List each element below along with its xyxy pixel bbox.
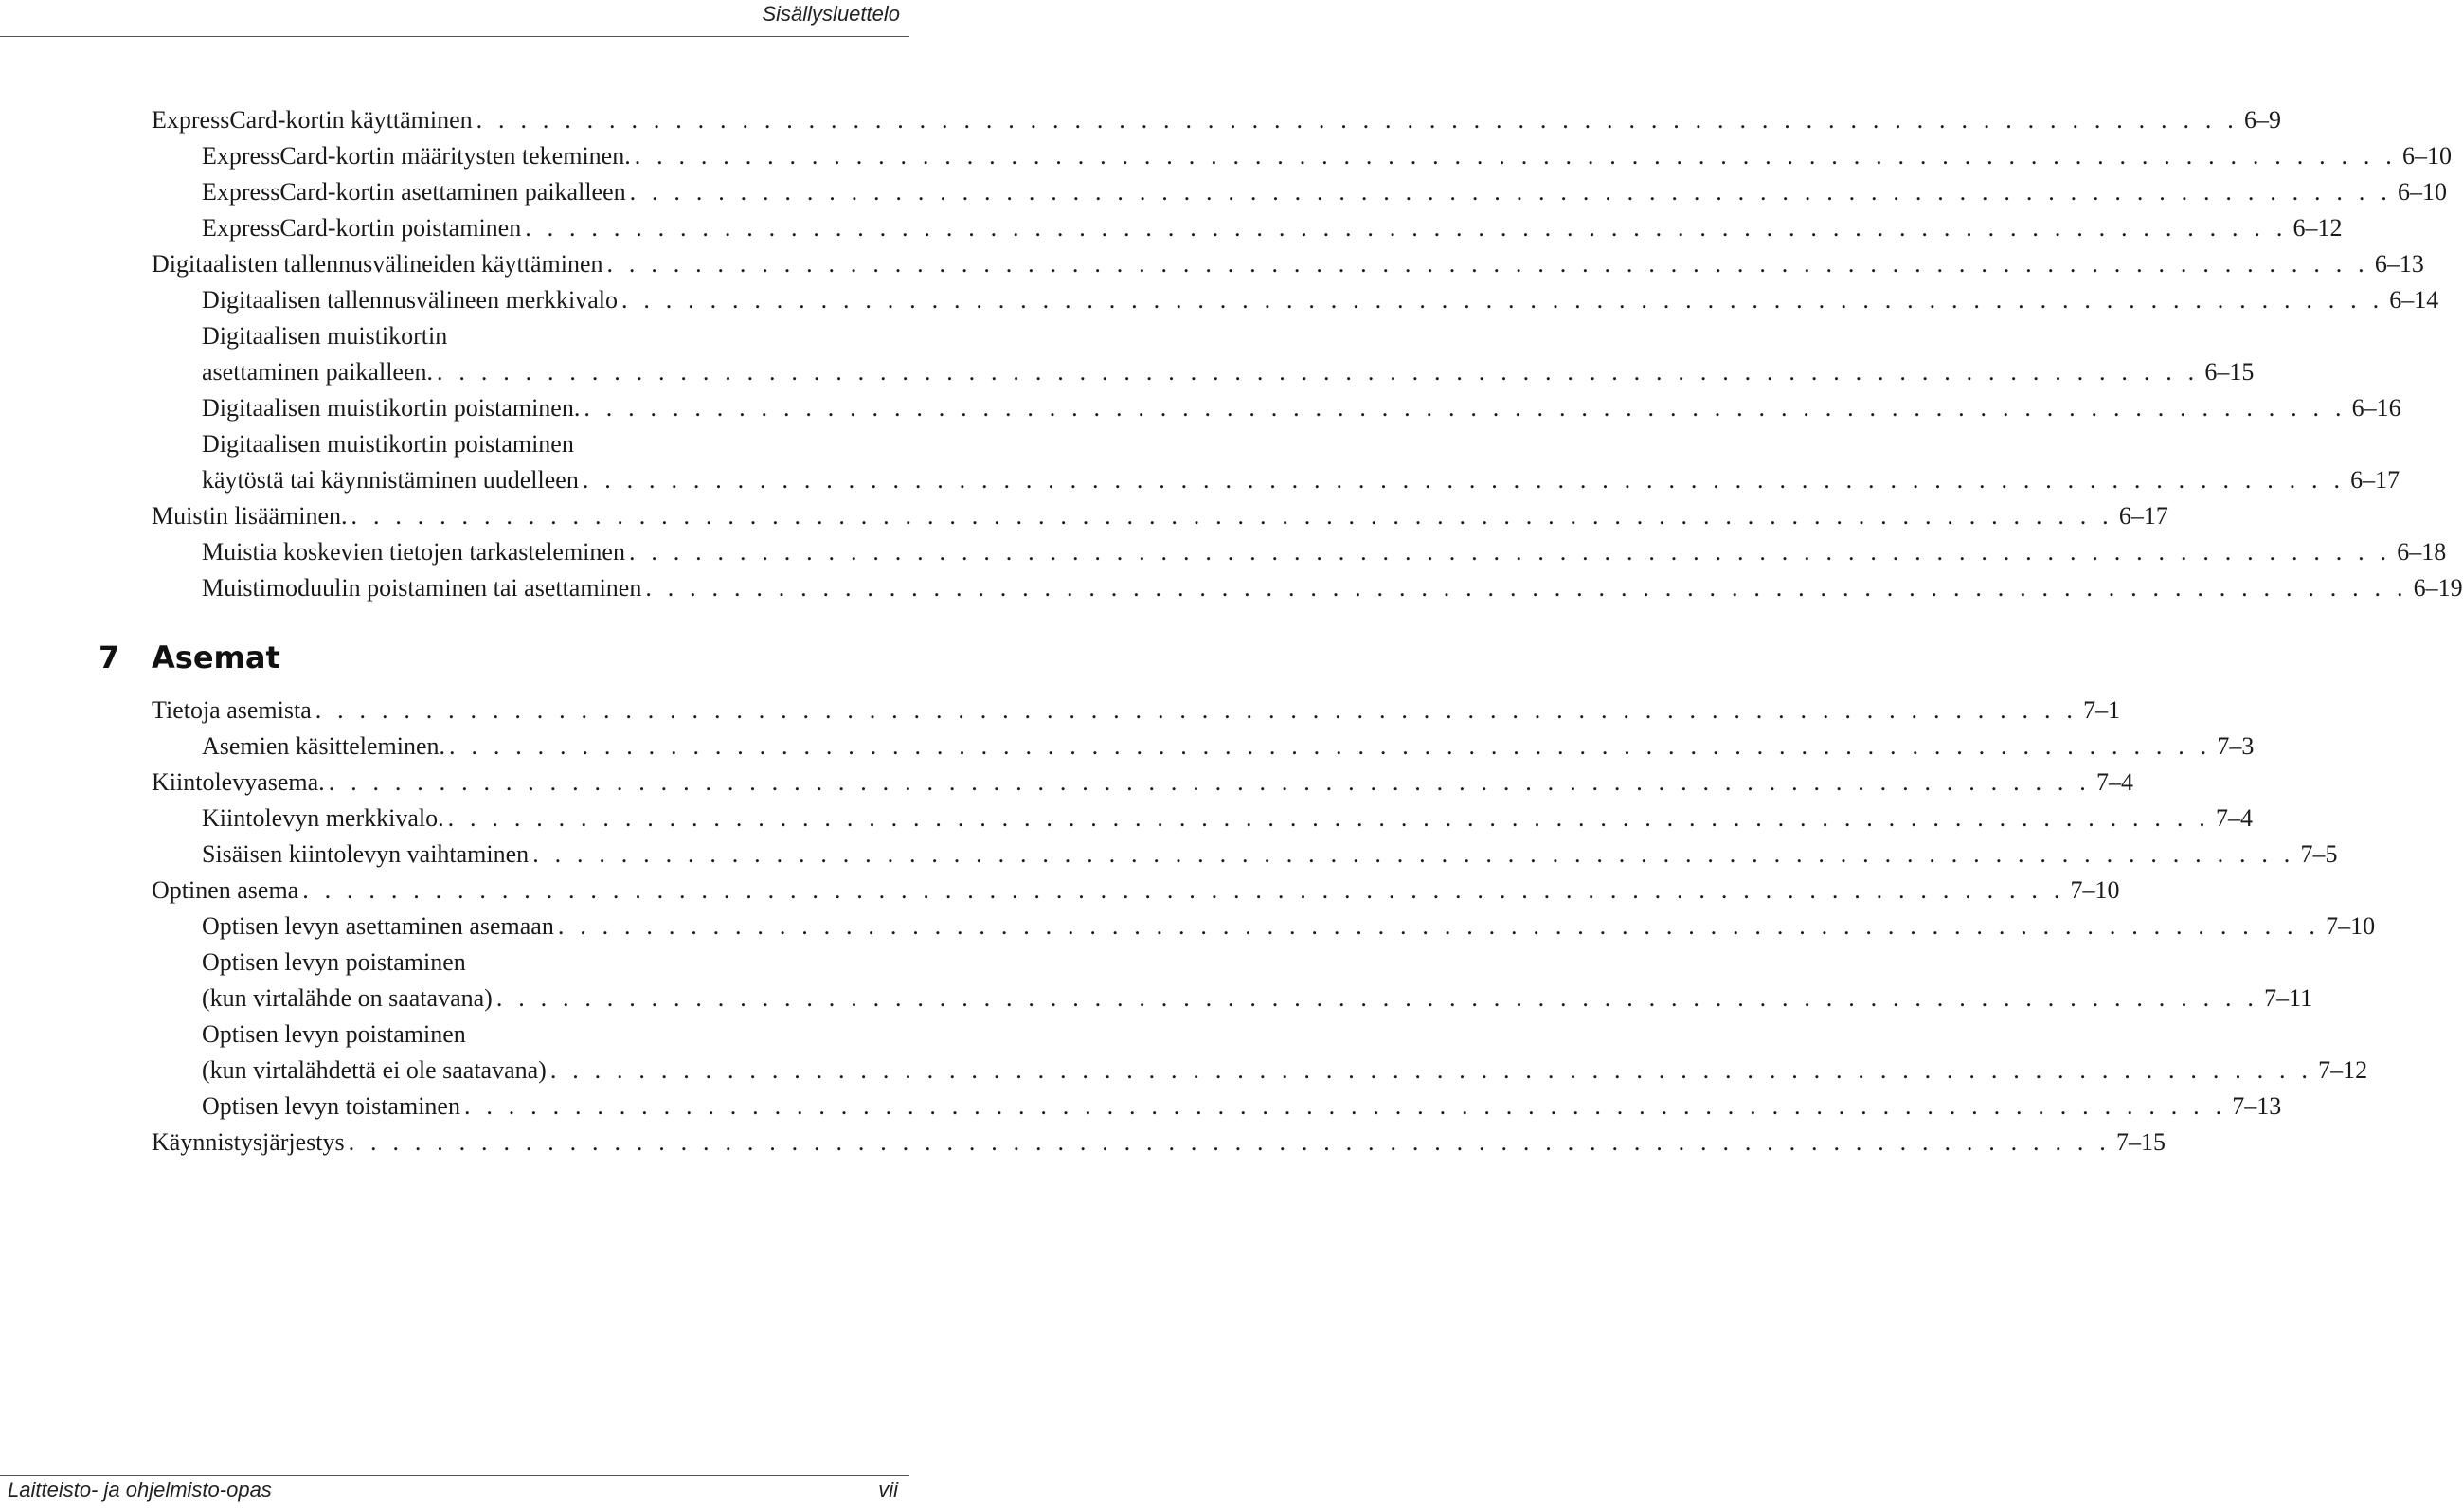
toc-entry-line — [152, 426, 904, 462]
toc-page-number: 7–4 — [2215, 804, 2253, 832]
toc-entry-line — [152, 1089, 2282, 1125]
toc-page-number: 7–5 — [2300, 840, 2338, 868]
toc-entry-title: ExpressCard-kortin käyttäminen — [152, 106, 473, 134]
toc-page-number: 6–10 — [2402, 142, 2453, 170]
toc-entry-line — [152, 765, 2133, 801]
toc-entry[interactable] — [152, 945, 2313, 1017]
dot-leader: . . . . . . . . . . . . . . . . . . . . . . . . . . . . . . . . . . . . . . . . . . . . . . . . . . . . . . . . . . . . . . . . . . . . . . . . . . . . . . . . — [582, 466, 2346, 494]
toc-page-number: 6–10 — [2397, 178, 2447, 206]
toc-entry-title: asettaminen paikalleen. — [202, 358, 434, 386]
toc-entry[interactable] — [152, 765, 2133, 801]
toc-entry-line — [152, 174, 2447, 210]
toc-entry-line — [152, 873, 2120, 909]
toc-entry-title: Optisen levyn toistaminen — [202, 1092, 460, 1120]
footer-rule — [0, 1475, 909, 1476]
toc-entry-title: (kun virtalähdettä ei ole saatavana) — [202, 1056, 547, 1084]
toc-entry-line — [152, 210, 2343, 246]
toc-entry-line — [152, 1053, 2368, 1089]
toc-entry-line — [152, 282, 2439, 318]
toc-entry-line — [152, 102, 2281, 138]
toc-entry-title: Muistin lisääminen. — [152, 502, 348, 530]
toc-entry-line — [152, 801, 2253, 837]
dot-leader: . . . . . . . . . . . . . . . . . . . . . . . . . . . . . . . . . . . . . . . . . . . . . . . . . . . . . . . . . . . . . . . . . . . . . . . . . . . . . . . . — [302, 876, 2065, 904]
toc-page-number: 6–17 — [2118, 502, 2168, 530]
toc-entry-title: Digitaalisen tallennusvälineen merkkivalo — [202, 286, 618, 314]
toc-entry[interactable] — [152, 873, 2120, 909]
toc-entry[interactable] — [152, 282, 2439, 318]
toc-entry-line — [152, 534, 2447, 570]
dot-leader: . . . . . . . . . . . . . . . . . . . . . . . . . . . . . . . . . . . . . . . . . . . . . . . . . . . . . . . . . . . . . . . . . . . . . . . . . . . . . . . . — [437, 358, 2200, 386]
toc-entry[interactable] — [152, 1017, 2368, 1089]
toc-page-number: 6–12 — [2292, 214, 2343, 242]
dot-leader: . . . . . . . . . . . . . . . . . . . . . . . . . . . . . . . . . . . . . . . . . . . . . . . . . . . . . . . . . . . . . . . . . . . . . . . . . . . . . . . . — [628, 538, 2392, 566]
dot-leader: . . . . . . . . . . . . . . . . . . . . . . . . . . . . . . . . . . . . . . . . . . . . . . . . . . . . . . . . . . . . . . . . . . . . . . . . . . . . . . . . — [351, 502, 2113, 530]
toc-page-number: 7–4 — [2096, 768, 2133, 796]
toc-page-number: 7–13 — [2232, 1092, 2282, 1120]
toc-entry[interactable] — [152, 909, 2376, 945]
toc-entry[interactable] — [152, 318, 2255, 390]
dot-leader: . . . . . . . . . . . . . . . . . . . . . . . . . . . . . . . . . . . . . . . . . . . . . . . . . . . . . . . . . . . . . . . . . . . . . . . . . . . . . . . . — [463, 1092, 2227, 1120]
dot-leader: . . . . . . . . . . . . . . . . . . . . . . . . . . . . . . . . . . . . . . . . . . . . . . . . . . . . . . . . . . . . . . . . . . . . . . . . . . . . . . . . — [532, 840, 2295, 868]
header-rule — [0, 36, 909, 37]
footer-page-number: vii — [878, 1478, 898, 1502]
toc-entry[interactable] — [152, 837, 2338, 873]
toc-entry-title: Käynnistysjärjestys — [152, 1128, 345, 1156]
toc-entry-line — [152, 138, 2453, 174]
toc-entry-title: käytöstä tai käynnistäminen uudelleen — [202, 466, 579, 494]
chapter-heading — [99, 635, 280, 680]
toc-page-number: 6–15 — [2204, 358, 2255, 386]
toc-entry-line — [152, 570, 2463, 606]
toc-entry[interactable] — [152, 390, 2401, 426]
toc-entry-title: Asemien käsitteleminen. — [202, 732, 446, 760]
toc-entry-line — [152, 981, 2313, 1017]
dot-leader: . . . . . . . . . . . . . . . . . . . . . . . . . . . . . . . . . . . . . . . . . . . . . . . . . . . . . . . . . . . . . . . . . . . . . . . . . . . . . . . . — [629, 178, 2392, 206]
toc-page-number: 6–17 — [2350, 466, 2400, 494]
toc-page-number: 6–13 — [2374, 250, 2424, 278]
dot-leader: . . . . . . . . . . . . . . . . . . . . . . . . . . . . . . . . . . . . . . . . . . . . . . . . . . . . . . . . . . . . . . . . . . . . . . . . . . . . . . . . — [634, 142, 2398, 170]
dot-leader: . . . . . . . . . . . . . . . . . . . . . . . . . . . . . . . . . . . . . . . . . . . . . . . . . . . . . . . . . . . . . . . . . . . . . . . . . . . . . . . . — [449, 732, 2212, 760]
dot-leader: . . . . . . . . . . . . . . . . . . . . . . . . . . . . . . . . . . . . . . . . . . . . . . . . . . . . . . . . . . . . . . . . . . . . . . . . . . . . . . . . — [495, 984, 2259, 1012]
toc-entry-title: Digitaalisen muistikortin poistaminen. — [202, 394, 581, 422]
dot-leader: . . . . . . . . . . . . . . . . . . . . . . . . . . . . . . . . . . . . . . . . . . . . . . . . . . . . . . . . . . . . . . . . . . . . . . . . . . . . . . . . — [447, 804, 2210, 832]
toc-entry-line — [152, 945, 904, 981]
chapter-title: Asemat — [152, 639, 280, 675]
toc-entry-title: Optisen levyn poistaminen — [202, 948, 466, 976]
toc-entry[interactable] — [152, 210, 2343, 246]
dot-leader: . . . . . . . . . . . . . . . . . . . . . . . . . . . . . . . . . . . . . . . . . . . . . . . . . . . . . . . . . . . . . . . . . . . . . . . . . . . . . . . . — [606, 250, 2369, 278]
toc-page-number: 6–18 — [2397, 538, 2447, 566]
toc-entry-title: Digitaalisen muistikortin poistaminen — [202, 430, 574, 458]
toc-entry-line — [152, 318, 904, 354]
toc-entry[interactable] — [152, 729, 2255, 765]
toc-entry-title: Kiintolevyn merkkivalo. — [202, 804, 444, 832]
toc-entry-line — [152, 729, 2255, 765]
dot-leader: . . . . . . . . . . . . . . . . . . . . . . . . . . . . . . . . . . . . . . . . . . . . . . . . . . . . . . . . . . . . . . . . . . . . . . . . . . . . . . . . — [584, 394, 2346, 422]
toc-entry[interactable] — [152, 1089, 2282, 1125]
toc-page-number: 7–10 — [2326, 912, 2376, 940]
toc-entry[interactable] — [152, 534, 2447, 570]
dot-leader: . . . . . . . . . . . . . . . . . . . . . . . . . . . . . . . . . . . . . . . . . . . . . . . . . . . . . . . . . . . . . . . . . . . . . . . . . . . . . . . . — [620, 286, 2384, 314]
toc-page-number: 7–15 — [2115, 1128, 2166, 1156]
toc-page-number: 6–9 — [2243, 106, 2281, 134]
dot-leader: . . . . . . . . . . . . . . . . . . . . . . . . . . . . . . . . . . . . . . . . . . . . . . . . . . . . . . . . . . . . . . . . . . . . . . . . . . . . . . . . — [476, 106, 2238, 134]
toc-chapter-7-list — [152, 693, 2376, 1161]
toc-entry-title: Tietoja asemista — [152, 696, 312, 724]
toc-entry[interactable] — [152, 246, 2424, 282]
toc-entry-title: ExpressCard-kortin määritysten tekeminen. — [202, 142, 631, 170]
toc-entry[interactable] — [152, 138, 2453, 174]
toc-entry[interactable] — [152, 102, 2281, 138]
toc-page-number: 7–3 — [2217, 732, 2255, 760]
toc-page-number: 7–12 — [2318, 1056, 2368, 1084]
dot-leader: . . . . . . . . . . . . . . . . . . . . . . . . . . . . . . . . . . . . . . . . . . . . . . . . . . . . . . . . . . . . . . . . . . . . . . . . . . . . . . . . — [328, 768, 2091, 796]
toc-entry-title: Muistia koskevien tietojen tarkasteleminen — [202, 538, 625, 566]
toc-entry-line — [152, 837, 2338, 873]
chapter-number: 7 — [99, 639, 120, 675]
dot-leader: . . . . . . . . . . . . . . . . . . . . . . . . . . . . . . . . . . . . . . . . . . . . . . . . . . . . . . . . . . . . . . . . . . . . . . . . . . . . . . . . — [557, 912, 2321, 940]
toc-page-number: 7–11 — [2264, 984, 2313, 1012]
footer-document-title: Laitteisto- ja ohjelmisto-opas — [8, 1478, 272, 1502]
toc-entry[interactable] — [152, 801, 2253, 837]
toc-entry-title: Sisäisen kiintolevyn vaihtaminen — [202, 840, 530, 868]
toc-entry-line — [152, 462, 2400, 498]
toc-entry-title: Kiintolevyasema. — [152, 768, 325, 796]
toc-entry-line — [152, 1125, 2166, 1161]
dot-leader: . . . . . . . . . . . . . . . . . . . . . . . . . . . . . . . . . . . . . . . . . . . . . . . . . . . . . . . . . . . . . . . . . . . . . . . . . . . . . . . . — [549, 1056, 2313, 1084]
toc-page-number: 7–1 — [2083, 696, 2121, 724]
toc-entry[interactable] — [152, 693, 2121, 729]
toc-entry-title: Digitaalisten tallennusvälineiden käyttäminen — [152, 250, 603, 278]
dot-leader: . . . . . . . . . . . . . . . . . . . . . . . . . . . . . . . . . . . . . . . . . . . . . . . . . . . . . . . . . . . . . . . . . . . . . . . . . . . . . . . . — [348, 1128, 2111, 1156]
toc-entry-title: ExpressCard-kortin poistaminen — [202, 214, 522, 242]
toc-page-number: 6–14 — [2389, 286, 2439, 314]
toc-entry-title: ExpressCard-kortin asettaminen paikalleen — [202, 178, 626, 206]
toc-entry[interactable] — [152, 570, 2463, 606]
toc-entry-title: (kun virtalähde on saatavana) — [202, 984, 493, 1012]
dot-leader: . . . . . . . . . . . . . . . . . . . . . . . . . . . . . . . . . . . . . . . . . . . . . . . . . . . . . . . . . . . . . . . . . . . . . . . . . . . . . . . . — [645, 574, 2408, 602]
toc-entry-title: Digitaalisen muistikortin — [202, 322, 448, 350]
toc-entry-line — [152, 693, 2121, 729]
toc-entry[interactable] — [152, 426, 2400, 498]
toc-entry-line — [152, 1017, 904, 1053]
toc-chapter-6-list — [152, 102, 2463, 606]
dot-leader: . . . . . . . . . . . . . . . . . . . . . . . . . . . . . . . . . . . . . . . . . . . . . . . . . . . . . . . . . . . . . . . . . . . . . . . . . . . . . . . . — [315, 696, 2078, 724]
toc-entry-line — [152, 390, 2401, 426]
toc-entry[interactable] — [152, 1125, 2166, 1161]
dot-leader: . . . . . . . . . . . . . . . . . . . . . . . . . . . . . . . . . . . . . . . . . . . . . . . . . . . . . . . . . . . . . . . . . . . . . . . . . . . . . . . . — [525, 214, 2288, 242]
toc-page-number: 6–19 — [2413, 574, 2463, 602]
toc-page-number: 6–16 — [2351, 394, 2401, 422]
toc-entry[interactable] — [152, 498, 2168, 534]
toc-entry-title: Optisen levyn poistaminen — [202, 1020, 466, 1048]
toc-entry-line — [152, 354, 2255, 390]
toc-entry-title: Optinen asema — [152, 876, 299, 904]
toc-page-number: 7–10 — [2070, 876, 2120, 904]
toc-entry-title: Optisen levyn asettaminen asemaan — [202, 912, 554, 940]
toc-entry-line — [152, 909, 2376, 945]
running-header-title: Sisällysluettelo — [762, 2, 900, 26]
toc-entry[interactable] — [152, 174, 2447, 210]
toc-entry-title: Muistimoduulin poistaminen tai asettaminen — [202, 574, 642, 602]
toc-entry-line — [152, 498, 2168, 534]
toc-entry-line — [152, 246, 2424, 282]
